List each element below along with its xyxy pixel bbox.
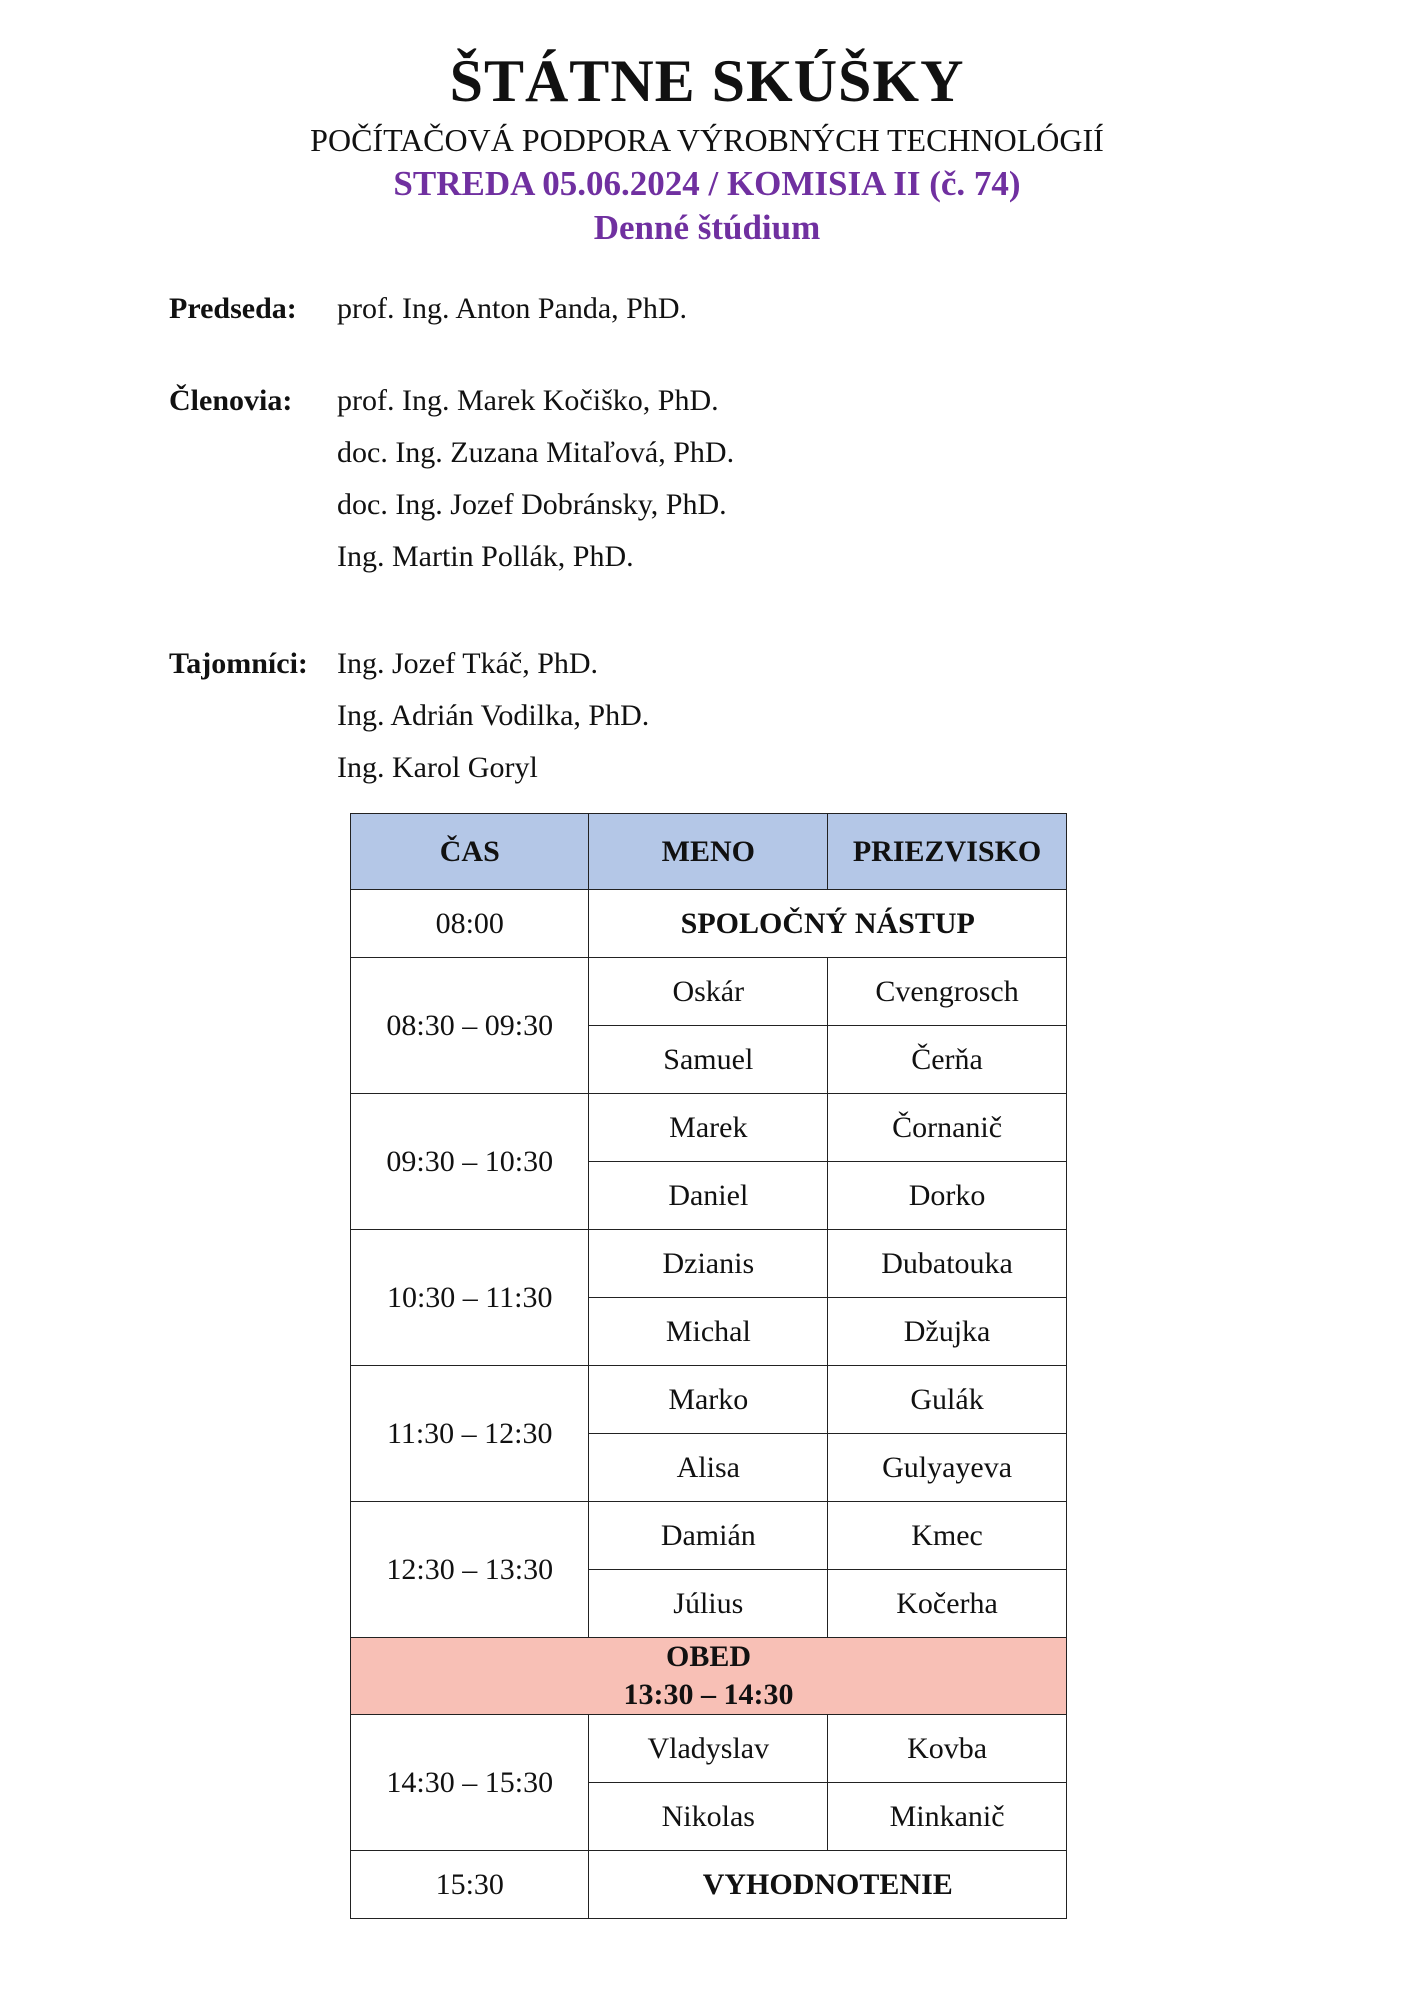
chair-label: Predseda: bbox=[169, 292, 297, 325]
study-program: POČÍTAČOVÁ PODPORA VÝROBNÝCH TECHNOLÓGIÍ bbox=[310, 122, 1104, 158]
table-row bbox=[351, 1715, 1067, 1783]
slot-time: 12:30 – 13:30 bbox=[351, 1502, 589, 1638]
last-name: Kočerha bbox=[828, 1570, 1067, 1638]
first-name: Samuel bbox=[589, 1026, 828, 1094]
first-name: Damián bbox=[589, 1502, 828, 1570]
member-name: doc. Ing. Zuzana Mitaľová, PhD. bbox=[337, 436, 735, 469]
slot-time: 08:30 – 09:30 bbox=[351, 958, 589, 1094]
secretary-name: Ing. Karol Goryl bbox=[337, 751, 538, 784]
first-name: Oskár bbox=[589, 958, 828, 1026]
member-name: doc. Ing. Jozef Dobránsky, PhD. bbox=[337, 488, 727, 521]
first-name: Marko bbox=[589, 1366, 828, 1434]
member-name: Ing. Martin Pollák, PhD. bbox=[337, 540, 634, 573]
last-name: Gulák bbox=[828, 1366, 1067, 1434]
study-form: Denné štúdium bbox=[593, 208, 821, 247]
date-committee-line: STREDA 05.06.2024 / KOMISIA II (č. 74) bbox=[393, 164, 1021, 203]
first-name: Alisa bbox=[589, 1434, 828, 1502]
first-name: Július bbox=[589, 1570, 828, 1638]
members-row bbox=[169, 375, 734, 583]
first-name: Daniel bbox=[589, 1162, 828, 1230]
slot-time: 14:30 – 15:30 bbox=[351, 1715, 589, 1851]
secretaries-row bbox=[169, 638, 734, 794]
header bbox=[0, 44, 1414, 250]
header-first-name: MENO bbox=[589, 814, 828, 890]
last-name: Dubatouka bbox=[828, 1230, 1067, 1298]
table-row bbox=[351, 1502, 1067, 1570]
start-time: 08:00 bbox=[351, 890, 589, 958]
end-row bbox=[351, 1851, 1067, 1919]
slot-time: 11:30 – 12:30 bbox=[351, 1366, 589, 1502]
last-name: Minkanič bbox=[828, 1783, 1067, 1851]
table-header-row bbox=[351, 814, 1067, 890]
first-name: Nikolas bbox=[589, 1783, 828, 1851]
last-name: Cvengrosch bbox=[828, 958, 1067, 1026]
secretary-name: Ing. Jozef Tkáč, PhD. bbox=[337, 647, 599, 680]
lunch-time: 13:30 – 14:30 bbox=[623, 1678, 794, 1711]
table-row bbox=[351, 1094, 1067, 1162]
header-time: ČAS bbox=[351, 814, 589, 890]
secretaries-label: Tajomníci: bbox=[169, 647, 308, 680]
last-name: Gulyayeva bbox=[828, 1434, 1067, 1502]
table-row bbox=[351, 1366, 1067, 1434]
lunch-label: OBED bbox=[665, 1640, 752, 1673]
member-name: prof. Ing. Marek Kočiško, PhD. bbox=[337, 384, 719, 417]
start-row bbox=[351, 890, 1067, 958]
last-name: Kmec bbox=[828, 1502, 1067, 1570]
last-name: Dorko bbox=[828, 1162, 1067, 1230]
chair-row bbox=[169, 283, 734, 335]
secretary-name: Ing. Adrián Vodilka, PhD. bbox=[337, 699, 650, 732]
schedule-table bbox=[350, 813, 1067, 1919]
lunch-row bbox=[351, 1638, 1067, 1715]
first-name: Michal bbox=[589, 1298, 828, 1366]
page-title: ŠTÁTNE SKÚŠKY bbox=[449, 48, 965, 114]
slot-time: 10:30 – 11:30 bbox=[351, 1230, 589, 1366]
slot-time: 09:30 – 10:30 bbox=[351, 1094, 589, 1230]
chair-name: prof. Ing. Anton Panda, PhD. bbox=[337, 292, 687, 325]
start-label: SPOLOČNÝ NÁSTUP bbox=[589, 890, 1067, 958]
first-name: Marek bbox=[589, 1094, 828, 1162]
table-row bbox=[351, 958, 1067, 1026]
lunch-cell bbox=[351, 1638, 1067, 1715]
last-name: Džujka bbox=[828, 1298, 1067, 1366]
end-label: VYHODNOTENIE bbox=[589, 1851, 1067, 1919]
end-time: 15:30 bbox=[351, 1851, 589, 1919]
first-name: Vladyslav bbox=[589, 1715, 828, 1783]
table-row bbox=[351, 1230, 1067, 1298]
last-name: Čerňa bbox=[828, 1026, 1067, 1094]
last-name: Kovba bbox=[828, 1715, 1067, 1783]
last-name: Čornanič bbox=[828, 1094, 1067, 1162]
committee bbox=[169, 283, 734, 794]
members-label: Členovia: bbox=[169, 384, 293, 417]
first-name: Dzianis bbox=[589, 1230, 828, 1298]
header-last-name: PRIEZVISKO bbox=[828, 814, 1067, 890]
